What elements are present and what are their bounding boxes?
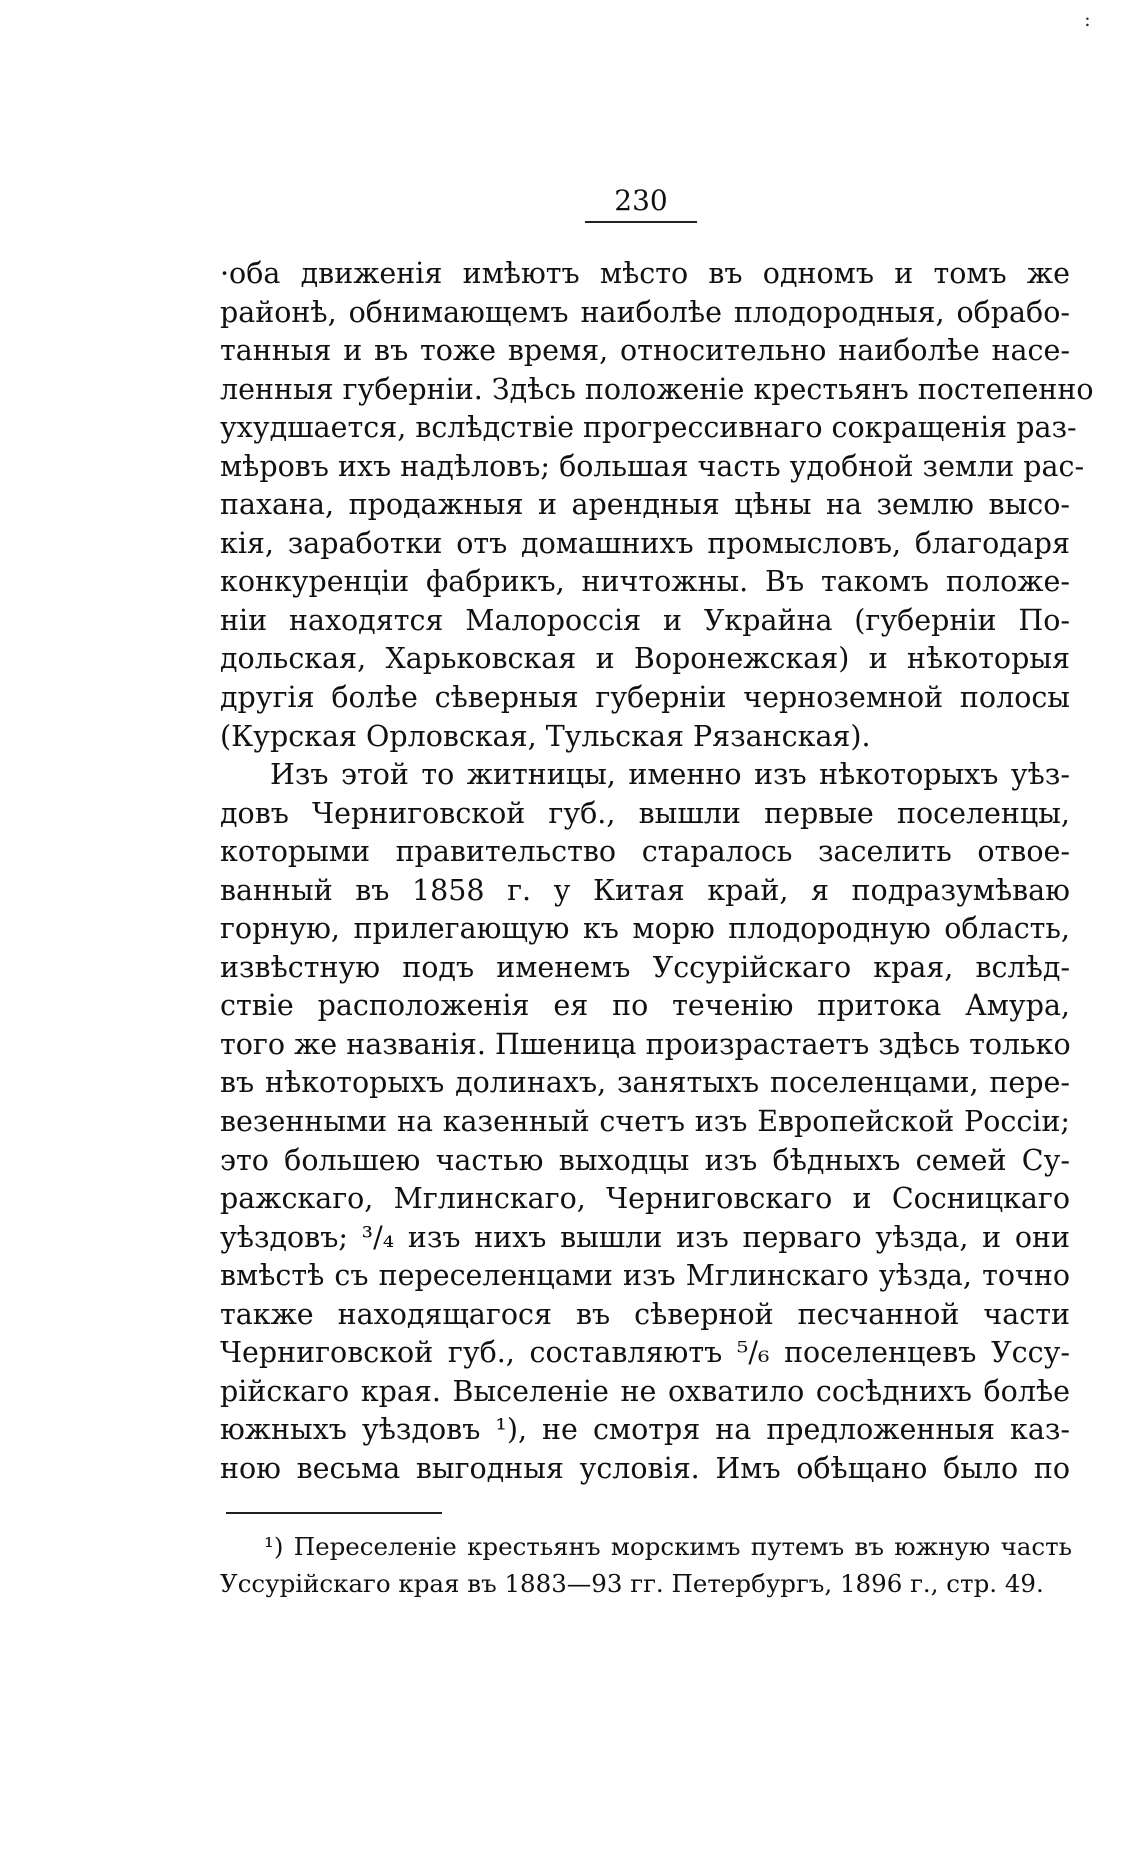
text-line: пахана, продажныя и арендныя цѣны на землю высо- — [220, 488, 1070, 522]
page-number: 230 — [585, 186, 697, 223]
text-line: Черниговской губ., составляютъ ⁵/₆ поселенцевъ Уссу- — [220, 1336, 1070, 1370]
text-line: ванный въ 1858 г. у Китая край, я подразумѣваю — [220, 873, 1070, 907]
text-line: ною весьма выгодныя условія. Имъ обѣщано было по — [220, 1451, 1070, 1485]
text-line: вмѣстѣ съ переселенцами изъ Мглинскаго уѣзда, точно — [220, 1259, 1070, 1293]
text-line: районѣ, обнимающемъ наиболѣе плодородныя, обрабо- — [220, 295, 1070, 329]
text-line: уѣздовъ; ³/₄ изъ нихъ вышли изъ перваго уѣзда, и они — [220, 1220, 1070, 1254]
footnote-line: ¹) Переселеніе крестьянъ морскимъ путемъ въ южную часть — [264, 1532, 1072, 1561]
text-line: ухудшается, вслѣдствіе прогрессивнаго сокращенія раз- — [220, 411, 1077, 445]
text-line: конкуренціи фабрикъ, ничтожны. Въ такомъ положе- — [220, 565, 1070, 599]
text-line: ленныя губерніи. Здѣсь положеніе крестьянъ постепенно — [220, 372, 1094, 406]
text-line: горную, прилегающую къ морю плодородную область, — [220, 912, 1070, 946]
text-line: дольская, Харьковская и Воронежская) и нѣкоторыя — [220, 642, 1070, 676]
text-line: которыми правительство старалось заселить отвое- — [220, 835, 1070, 869]
footnote-line: Уссурійскаго края въ 1883—93 гг. Петербургъ, 1896 г., стр. 49. — [220, 1569, 1044, 1598]
paragraph-start-line: Изъ этой то житницы, именно изъ нѣкоторыхъ уѣз- — [270, 758, 1070, 792]
footnotes — [220, 1528, 1072, 1602]
text-line: также находящагося въ сѣверной песчанной части — [220, 1297, 1070, 1331]
text-line: ствіе расположенія ея по теченію притока Амура, — [220, 989, 1070, 1023]
text-line: довъ Черниговской губ., вышли первые поселенцы, — [220, 796, 1070, 830]
text-line: южныхъ уѣздовъ ¹), не смотря на предложенныя каз- — [220, 1413, 1070, 1447]
text-line: везенными на казенный счетъ изъ Европейской Россіи; — [220, 1105, 1070, 1139]
text-line: другія болѣе сѣверныя губерніи черноземной полосы — [220, 681, 1070, 715]
text-line: это большею частью выходцы изъ бѣдныхъ семей Су- — [220, 1143, 1070, 1177]
main-text — [220, 255, 1094, 1489]
text-line: кія, заработки отъ домашнихъ промысловъ, благодаря — [220, 526, 1070, 560]
text-line: ніи находятся Малороссія и Украйна (губерніи По- — [220, 603, 1070, 637]
text-line: въ нѣкоторыхъ долинахъ, занятыхъ поселенцами, пере- — [220, 1066, 1070, 1100]
margin-mark: : — [1084, 7, 1091, 31]
text-line: ражскаго, Мглинскаго, Черниговскаго и Сосницкаго — [220, 1182, 1070, 1216]
text-line: ·оба движенія имѣютъ мѣсто въ одномъ и томъ же — [220, 257, 1070, 290]
text-line: извѣстную подъ именемъ Уссурійскаго края, вслѣд- — [220, 950, 1070, 984]
text-line: танныя и въ тоже время, относительно наиболѣе насе- — [220, 334, 1070, 368]
footnote-divider — [226, 1512, 442, 1514]
text-line: рійскаго края. Выселеніе не охватило сосѣднихъ болѣе — [220, 1374, 1070, 1408]
text-line: того же названія. Пшеница произрастаетъ здѣсь только — [220, 1027, 1071, 1061]
text-line: (Курская Орловская, Тульская Рязанская). — [220, 719, 871, 753]
text-line: мѣровъ ихъ надѣловъ; большая часть удобной земли рас- — [220, 449, 1085, 483]
